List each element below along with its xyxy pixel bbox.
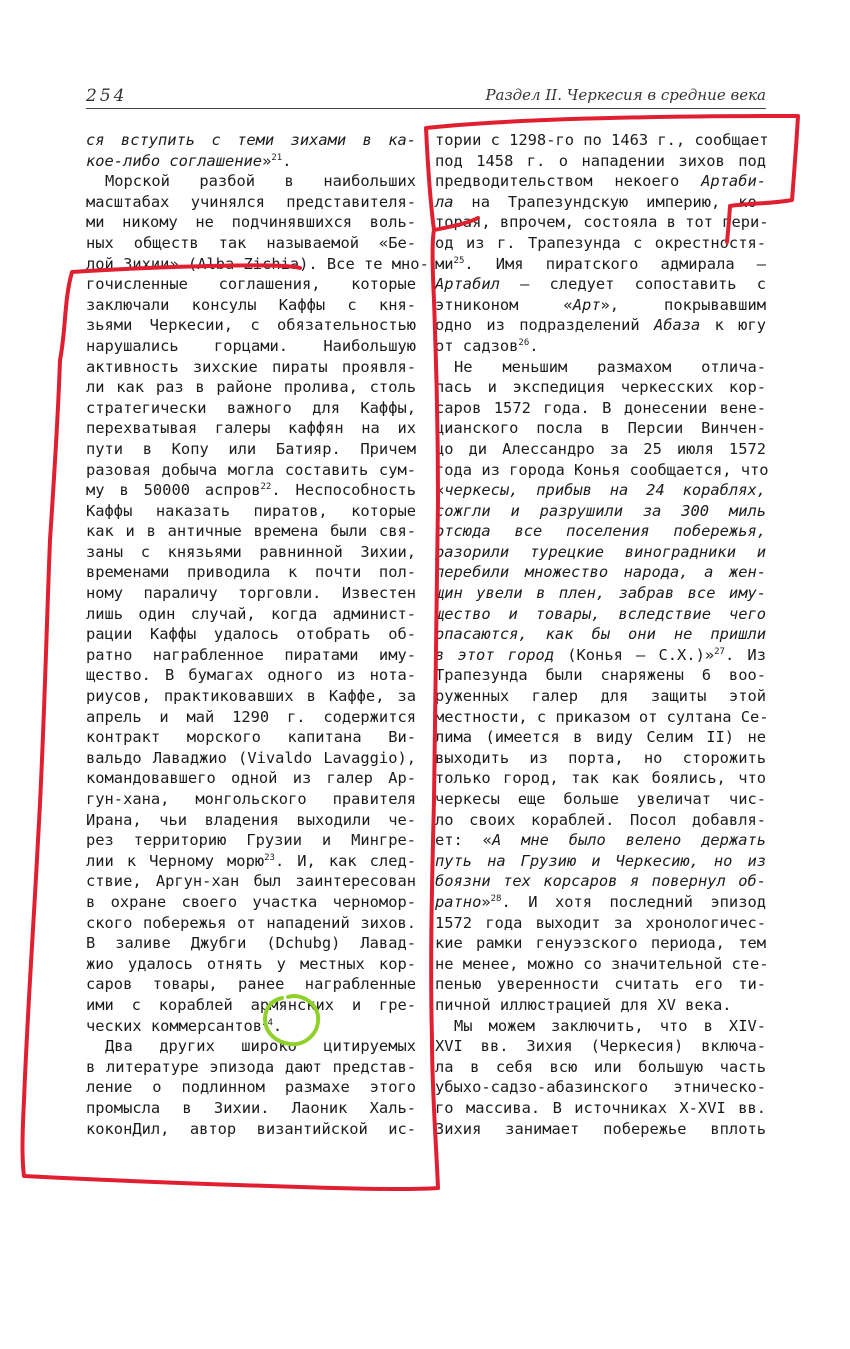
text-segment: Мы можем заключить, что в XIV- (454, 1016, 766, 1035)
text-line (435, 336, 766, 357)
text-segment: Морской разбой в наибольших (105, 172, 416, 191)
text-line (435, 1098, 766, 1119)
text-segment: тории с 1298-го по 1463 г., сообщает (435, 131, 769, 149)
text-line (86, 398, 416, 419)
text-segment: перебили множество народа, а жен- (435, 563, 766, 582)
footnote-marker: 24 (262, 1017, 273, 1028)
text-segment: путь на Грузию и Черкесию, но из (435, 851, 766, 870)
text-line (86, 460, 416, 481)
text-line (435, 913, 766, 934)
text-segment: ского побережья от нападений зихов. (86, 913, 416, 932)
text-segment: разорили турецкие виноградники и (435, 542, 766, 561)
footnote-marker: 28 (490, 893, 502, 904)
text-line (435, 830, 766, 851)
footnote-marker: 22 (260, 482, 272, 493)
text-segment: черкесы еще больше увеличат чис- (435, 790, 766, 808)
text-line (435, 604, 766, 625)
text-segment: командовавшего одной из галер Ар- (86, 769, 416, 788)
text-line (435, 851, 766, 872)
text-segment: нарушались горцами. Наибольшую (86, 336, 416, 355)
text-line (435, 810, 766, 831)
text-line (435, 665, 766, 686)
text-line (86, 707, 416, 728)
text-segment: цианского посла в Персии Винчен- (435, 419, 766, 438)
text-line (86, 933, 416, 954)
text-segment: перехватывая галеры каффян на их (86, 419, 416, 438)
text-line (86, 892, 416, 913)
footnote-marker: 26 (518, 337, 530, 348)
text-line (86, 583, 416, 604)
text-segment: XVI вв. Зихия (Черкесия) включа- (435, 1037, 766, 1056)
text-line (435, 707, 769, 728)
text-line (86, 212, 416, 233)
text-segment: Артаби- (701, 172, 766, 191)
text-line (86, 1119, 416, 1140)
text-segment: ми никому не подчинявшихся воль- (86, 213, 416, 232)
text-segment: ление о подлинном размахе этого (86, 1078, 416, 1097)
text-line (86, 521, 416, 542)
text-segment: выходить из порта, но сторожить (435, 748, 766, 767)
text-segment: разовая добыча могла составить сум- (86, 460, 416, 479)
text-segment: саров товары, ранее награбленные (86, 975, 416, 994)
text-segment: заны с князьями равнинной Зихии, (86, 542, 416, 561)
text-line (86, 727, 416, 748)
text-line (86, 336, 416, 357)
text-line (86, 954, 416, 975)
text-line (435, 418, 766, 439)
text-segment: А мне было велено держать (491, 831, 766, 850)
page-number: 254 (86, 86, 128, 106)
text-segment: коконДил, автор византийской ис- (86, 1119, 416, 1138)
text-segment: ствие, Аргун-хан был заинтересован (86, 872, 416, 891)
text-line (435, 480, 766, 501)
running-header (86, 86, 766, 108)
text-segment: — следует сопоставить с (499, 275, 766, 294)
text-segment: этниконом « (435, 295, 573, 314)
text-segment: . И хотя последний эпизод (501, 892, 766, 911)
text-segment: од из г. Трапезунда с окрестностя- (435, 233, 766, 252)
text-line (435, 1057, 766, 1078)
text-segment: Не меньшим размахом отлича- (454, 357, 766, 376)
text-line (435, 933, 766, 954)
text-line (86, 542, 416, 563)
text-segment: года из города Конья сообщается, что (435, 460, 769, 479)
text-segment: ми (435, 254, 454, 273)
text-line (86, 974, 416, 995)
text-segment: Каффы наказать пиратов, которые (86, 501, 416, 520)
text-segment: стратегически важного для Каффы, (86, 398, 416, 417)
text-line (86, 665, 416, 686)
text-segment: (Конья — С.Х.)» (554, 645, 715, 664)
text-segment: . Из (724, 645, 766, 664)
text-segment: как и в античные времена были свя- (86, 522, 416, 541)
text-line (86, 418, 416, 439)
text-segment: одно из подразделений (435, 316, 654, 335)
text-segment: ими с кораблей армянских и гре- (86, 995, 416, 1014)
text-line (435, 542, 766, 563)
text-segment: масштабах учинялся представителя- (86, 192, 416, 211)
text-line (86, 830, 416, 851)
text-line (435, 130, 769, 151)
text-segment: пути в Копу или Батияр. Причем (86, 439, 416, 458)
text-line (86, 995, 416, 1016)
text-line (435, 562, 766, 583)
text-line (435, 892, 766, 913)
text-segment: ло своих кораблей. Посол добавля- (435, 810, 766, 829)
text-segment: активность зихские пираты проявля- (86, 357, 416, 376)
text-segment: гочисленные соглашения, которые (86, 275, 416, 294)
text-segment: . (272, 1016, 283, 1035)
text-segment: . Имя пиратского адмирала — (464, 254, 766, 273)
text-segment: рез территорию Грузии и Мингре- (86, 831, 416, 850)
text-line (435, 274, 766, 295)
text-segment: сожгли и разрушили за 300 миль (435, 501, 766, 520)
text-segment: кие рамки генуэзского периода, тем (435, 934, 766, 953)
text-segment: лишь один случай, когда админист- (86, 604, 416, 623)
text-segment: . (529, 336, 539, 355)
text-segment: ратно (435, 892, 482, 911)
text-segment: временами приводила к почти пол- (86, 563, 416, 582)
text-line (435, 357, 766, 378)
text-segment: ных обществ так называемой «Бе- (86, 233, 416, 252)
text-segment: боязни тех корсаров я повернул об- (435, 872, 766, 891)
text-line (86, 295, 416, 316)
text-line (435, 521, 766, 542)
text-segment: Трапезунда были снаряжены 6 воо- (435, 666, 766, 685)
text-line (86, 357, 416, 378)
text-segment: апрель и май 1290 г. содержится (86, 707, 416, 726)
text-line (435, 233, 766, 254)
text-line (435, 954, 769, 975)
text-line (435, 212, 769, 233)
text-segment: « (435, 481, 445, 500)
text-segment: Артабил (435, 275, 500, 294)
text-segment: лии к Черному морю (86, 851, 265, 870)
text-segment: черкесы, прибыв на 24 кораблях, (444, 481, 766, 500)
text-segment: пичной иллюстрацией для XV века. (435, 995, 732, 1014)
text-segment: только город, так как боялись, что (435, 769, 766, 788)
text-segment: кое-либо соглашение (86, 151, 263, 170)
text-line (86, 810, 416, 831)
text-line (86, 562, 416, 583)
text-line (86, 768, 416, 789)
text-line (86, 871, 416, 892)
text-segment: Абаза (653, 316, 701, 335)
text-segment: лась и экспедиция черкесских кор- (435, 378, 766, 397)
text-line (86, 1036, 416, 1057)
text-segment: ла (435, 192, 454, 211)
text-line (86, 233, 416, 254)
text-segment: рации Каффы удалось отобрать об- (86, 625, 416, 644)
text-line (86, 1016, 416, 1037)
text-segment: », покрывавшим (600, 295, 766, 314)
text-line (435, 727, 766, 748)
footnote-marker: 25 (453, 255, 465, 266)
text-line (86, 171, 416, 192)
text-segment: 1572 года выходит за хронологичес- (435, 913, 766, 932)
text-line (86, 748, 416, 769)
text-line (435, 1119, 766, 1140)
text-segment: в литературе эпизода дают представ- (86, 1057, 416, 1076)
text-line (86, 624, 416, 645)
text-segment: предводительством некоего (435, 172, 702, 191)
text-segment: щество и товары, вследствие чего (435, 604, 766, 623)
text-line (435, 460, 769, 481)
text-line (435, 171, 766, 192)
text-line (435, 295, 766, 316)
text-segment: . Неспособность (271, 481, 416, 500)
text-segment: в охране своего участка черномор- (86, 892, 416, 911)
text-line (435, 686, 766, 707)
text-line (435, 1077, 766, 1098)
text-segment: жио удалось отнять у местных кор- (86, 954, 416, 973)
text-line (435, 1036, 766, 1057)
text-line (86, 851, 416, 872)
text-segment: Ирана, чьи владения выходили че- (86, 810, 416, 829)
text-segment: » (262, 151, 272, 170)
text-segment: контракт морского капитана Ви- (86, 728, 416, 747)
text-line (435, 624, 766, 645)
text-segment: ратно награбленное пиратами иму- (86, 645, 416, 664)
text-line (435, 151, 766, 172)
text-segment: щин увели в плен, забрав все иму- (435, 584, 766, 603)
text-line (86, 1057, 416, 1078)
text-line (86, 789, 416, 810)
text-line (86, 1098, 416, 1119)
text-segment: зьями Черкесии, с обязательностью (86, 316, 416, 335)
section-title: Раздел II. Черкесия в средние века (485, 86, 766, 104)
text-segment: му в 50000 аспров (86, 481, 261, 500)
text-line (435, 377, 766, 398)
footnote-marker: 23 (264, 852, 275, 863)
left-text-column (86, 130, 429, 1139)
text-line (435, 398, 766, 419)
text-segment: ческих коммерсантов (86, 1016, 263, 1035)
text-segment: . И, как след- (274, 851, 416, 870)
text-segment: ному параличу торговли. Известен (86, 584, 416, 603)
footnote-marker: 27 (714, 646, 725, 657)
text-line (86, 274, 416, 295)
text-line (435, 501, 766, 522)
text-segment: вальдо Лаваджио (Vivaldo Lavaggio), (86, 748, 416, 767)
text-segment: опасаются, как бы они не пришли (435, 625, 766, 644)
text-segment: в этот город (435, 645, 555, 664)
text-line (435, 254, 766, 275)
text-segment: риусов, практиковавших в Каффе, за (86, 687, 416, 706)
text-segment: руженных галер для защиты этой (435, 687, 766, 706)
text-line (86, 439, 416, 460)
text-line (86, 192, 416, 213)
text-line (435, 871, 766, 892)
text-line (435, 192, 766, 213)
text-line (435, 583, 766, 604)
text-line (86, 315, 416, 336)
text-segment: ли как раз в районе пролива, столь (86, 378, 416, 397)
text-line (86, 480, 416, 501)
text-segment: Арт (572, 295, 601, 314)
text-segment: пенью уверенности считать его ти- (435, 975, 766, 994)
header-rule (86, 108, 766, 109)
text-line (86, 377, 416, 398)
text-segment: от садзов (435, 336, 519, 355)
text-line (86, 254, 429, 275)
text-segment: на Трапезундскую империю, ко- (453, 192, 766, 211)
text-segment: заключали консулы Каффы с кня- (86, 295, 416, 314)
text-line (86, 604, 416, 625)
text-line (86, 130, 416, 151)
text-line (435, 789, 766, 810)
text-segment: В заливе Джубги (Dchubg) Лавад- (86, 934, 416, 953)
text-segment: лой Зихии» (Alba Zichia). Все те мно- (86, 254, 429, 273)
text-segment: саров 1572 года. В донесении вене- (435, 398, 766, 417)
text-segment: к югу (700, 316, 766, 335)
text-segment: убыхо-садзо-абазинского этническо- (435, 1078, 766, 1097)
text-line (435, 315, 766, 336)
text-line (86, 686, 416, 707)
text-segment: щество. В бумагах одного из нота- (86, 666, 416, 685)
text-segment: . (282, 151, 292, 170)
text-segment: ся вступить с теми зихами в ка- (86, 131, 416, 149)
text-segment: го массива. В источниках X-XVI вв. (435, 1098, 766, 1117)
text-segment: местности, с приказом от султана Се- (435, 707, 769, 726)
text-line (435, 1016, 766, 1037)
text-segment: не менее, можно со значительной сте- (435, 954, 769, 973)
text-line (86, 913, 416, 934)
text-segment: гун-хана, монгольского правителя (86, 790, 416, 808)
text-segment: отсюда все поселения побережья, (435, 522, 766, 541)
text-line (86, 1077, 416, 1098)
text-line (435, 748, 766, 769)
text-segment: » (481, 892, 491, 911)
text-segment: цо ди Алессандро за 25 июля 1572 (435, 439, 766, 458)
text-segment: Зихия занимает побережье вплоть (435, 1119, 766, 1138)
text-line (435, 974, 766, 995)
text-segment: ла в себя всю или большую часть (435, 1057, 766, 1076)
text-segment: лима (имеется в виду Селим II) не (435, 728, 766, 747)
text-line (86, 645, 416, 666)
text-line (86, 501, 416, 522)
text-line (435, 645, 766, 666)
right-text-column (435, 130, 769, 1139)
text-segment: Два других широко цитируемых (105, 1037, 416, 1056)
text-segment: ет: « (435, 831, 492, 850)
text-segment: торая, впрочем, состояла в тот пери- (435, 213, 769, 232)
text-line (435, 995, 766, 1016)
text-line (435, 439, 766, 460)
text-line (435, 768, 766, 789)
text-line (86, 151, 416, 172)
text-segment: под 1458 г. о нападении зихов под (435, 151, 766, 170)
text-segment: промысла в Зихии. Лаоник Халь- (86, 1098, 416, 1117)
footnote-marker: 21 (271, 152, 283, 163)
